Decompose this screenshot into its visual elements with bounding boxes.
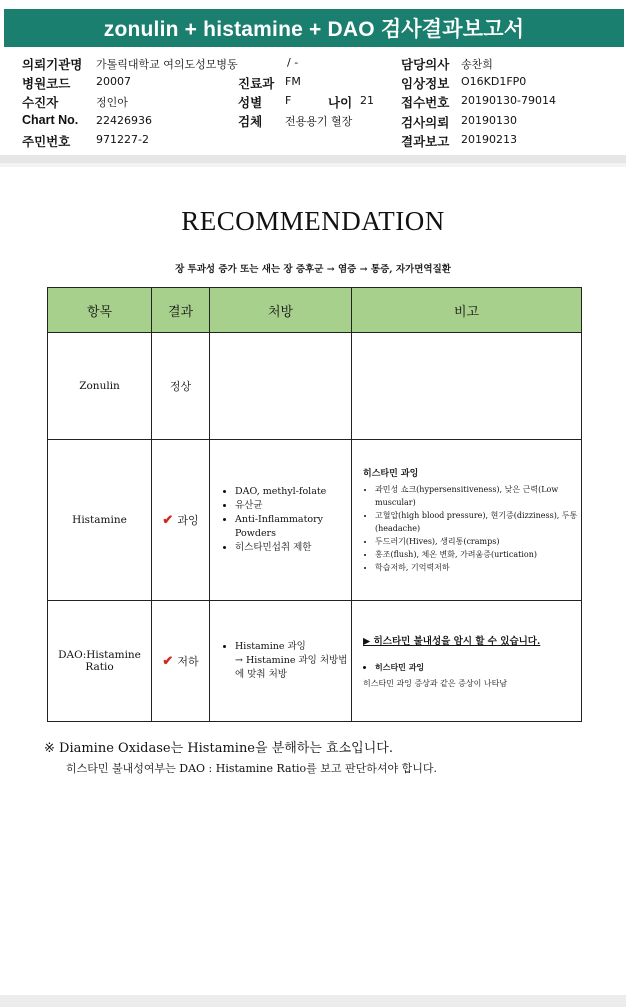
dao-rx-line1: Histamine 과잉 [235, 641, 306, 652]
dao-note-text: 히스타민 과잉 증상과 같은 증상이 나타남 [363, 679, 508, 688]
table-row-zonulin [48, 333, 582, 440]
histamine-note-item: • 학습저하, 기억력저하 [375, 561, 580, 574]
recommendation-subtitle: 장 투과성 증가 또는 새는 장 증후군 → 염증 → 통증, 자가면역질환 [175, 264, 451, 275]
footnote-ratio: 히스타민 불내성여부는 DAO : Histamine Ratio를 보고 판단하셔야 합니다. [66, 762, 438, 775]
dao-result: 저하 [177, 655, 199, 668]
patient-label: 수진자 [22, 96, 59, 110]
dao-rx [210, 601, 352, 722]
report-date-label: 결과보고 [401, 135, 450, 149]
bottom-strip [0, 995, 626, 1007]
hospital-value: 가톨릭대학교 여의도성모병동 [96, 58, 238, 71]
check-icon: ✔ [162, 654, 174, 669]
histamine-note-item: • 고혈압(high blood pressure), 현기증(dizziness), 두통(headache) [375, 509, 580, 535]
dept-value: FM [285, 75, 301, 88]
chart-value: 22426936 [96, 114, 152, 127]
zonulin-result: 정상 [152, 333, 210, 440]
table-header-row [48, 288, 582, 333]
dao-rx-item [235, 640, 350, 682]
report-title-text: zonulin + histamine + DAO 검사결과보고서 [103, 18, 525, 41]
top-strip [0, 0, 626, 8]
age-label: 나이 [328, 96, 353, 110]
report-title [4, 9, 624, 47]
table-row-histamine [48, 440, 582, 601]
histamine-name: Histamine [48, 440, 152, 601]
histamine-note [352, 440, 582, 601]
report-date-value: 20190213 [461, 133, 517, 146]
dao-result-cell [152, 601, 210, 722]
sex-value: F [285, 94, 292, 107]
dao-name: DAO:Histamine Ratio [48, 601, 152, 722]
header-item: 항목 [48, 288, 152, 333]
dao-note [352, 601, 582, 722]
histamine-rx-item: • DAO, methyl-folate [235, 485, 350, 499]
specimen-label: 검체 [238, 115, 263, 129]
dao-rx-line2: → Histamine 과잉 처방법에 맞춰 처방 [235, 655, 348, 680]
age-value: 21 [360, 94, 374, 107]
ward-value: / - [287, 56, 299, 69]
dao-note-head: • 히스타민 과잉 [375, 661, 580, 674]
histamine-note-item: • 과민성 쇼크(hypersensitiveness), 낮은 근력(Low muscular) [375, 483, 580, 509]
clinical-label: 임상정보 [401, 77, 450, 91]
histamine-rx-item: • 히스타민섭취 제한 [235, 541, 350, 555]
histamine-result: 과잉 [177, 514, 199, 527]
chart-label: Chart No. [22, 113, 79, 127]
receipt-value: 20190130-79014 [461, 94, 556, 107]
specimen-value: 전용용기 혈장 [285, 115, 353, 128]
zonulin-rx [210, 333, 352, 440]
recommendation-title: RECOMMENDATION [181, 206, 445, 236]
header-note: 비고 [352, 288, 582, 333]
request-value: 20190130 [461, 114, 517, 127]
footnote-dao: ※ Diamine Oxidase는 Histamine을 분해하는 효소입니다. [44, 741, 393, 756]
histamine-rx-item: • Anti-Inflammatory Powders [235, 513, 350, 541]
request-label: 검사의뢰 [401, 116, 450, 130]
sex-label: 성별 [238, 96, 263, 110]
header-rx: 처방 [210, 288, 352, 333]
section-divider-shadow [0, 163, 626, 167]
histamine-rx-item: • 유산균 [235, 499, 350, 513]
patient-value: 정인아 [96, 96, 128, 109]
dept-label: 진료과 [238, 77, 275, 91]
table-row-dao [48, 601, 582, 722]
recommendation-table [47, 287, 582, 722]
histamine-result-cell [152, 440, 210, 601]
check-icon: ✔ [162, 513, 174, 528]
id-value: 971227-2 [96, 133, 149, 146]
hospital-label: 의뢰기관명 [22, 58, 83, 72]
section-divider [0, 155, 626, 163]
patient-info-panel [0, 52, 626, 152]
doctor-label: 담당의사 [401, 58, 450, 72]
receipt-label: 접수번호 [401, 96, 450, 110]
code-label: 병원코드 [22, 77, 71, 91]
histamine-note-head: 히스타민 과잉 [363, 469, 419, 479]
histamine-note-item: • 홍조(flush), 체온 변화, 가려움증(urtication) [375, 548, 580, 561]
header-result: 결과 [152, 288, 210, 333]
histamine-rx [210, 440, 352, 601]
histamine-note-item: • 두드러기(Hives), 생리통(cramps) [375, 535, 580, 548]
doctor-value: 송찬희 [461, 58, 493, 71]
dao-note-warning: ▶ 히스타민 불내성을 암시 할 수 있습니다. [363, 636, 541, 647]
zonulin-note [352, 333, 582, 440]
code-value: 20007 [96, 75, 131, 88]
id-label: 주민번호 [22, 135, 71, 149]
zonulin-name: Zonulin [48, 333, 152, 440]
clinical-value: O16KD1FP0 [461, 75, 527, 88]
